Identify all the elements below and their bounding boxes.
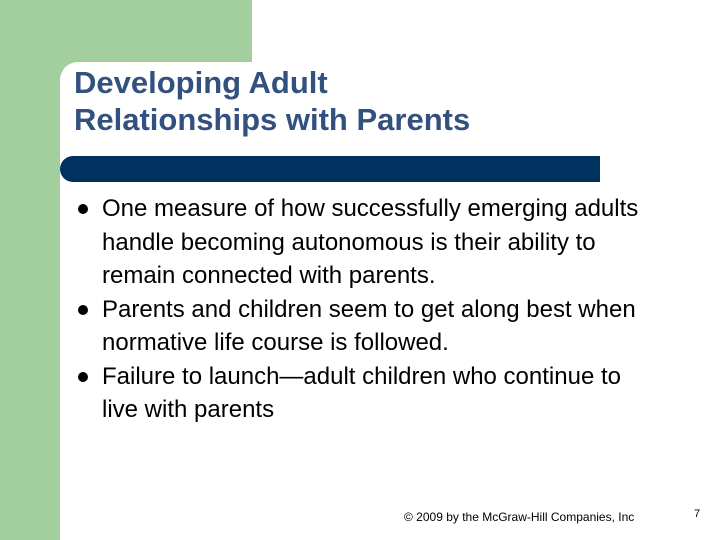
bullet-text: One measure of how successfully emerging adults handle becoming autonomous is their ability to remain connected with parents. — [102, 195, 639, 289]
bullet-dot-icon — [78, 204, 88, 214]
slide-title — [74, 64, 674, 138]
bullet-item — [78, 192, 662, 293]
bullet-dot-icon — [78, 305, 88, 315]
page-number: 7 — [694, 508, 701, 520]
bullet-item — [78, 360, 662, 427]
bullet-dot-icon — [78, 372, 88, 382]
bullet-list — [78, 192, 678, 427]
bullet-text: Parents and children seem to get along best when normative life course is followed. — [102, 295, 636, 356]
bullet-text: Failure to launch—adult children who continue to live with parents — [102, 362, 621, 423]
title-underline-bar — [60, 156, 600, 182]
slide-title-line-2: Relationships with Parents — [74, 102, 471, 137]
copyright-footer: © 2009 by the McGraw-Hill Companies, Inc — [404, 510, 635, 524]
bullet-item — [78, 293, 662, 360]
slide-title-line-1: Developing Adult — [74, 65, 328, 100]
